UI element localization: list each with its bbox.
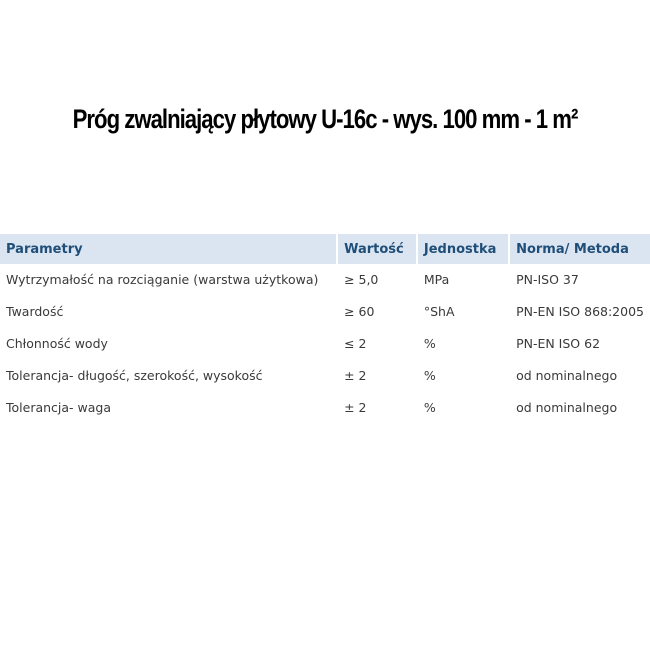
cell-param: Chłonność wody bbox=[0, 328, 337, 360]
cell-value: ± 2 bbox=[337, 360, 417, 392]
cell-norm: PN-EN ISO 62 bbox=[509, 328, 650, 360]
cell-norm: od nominalnego bbox=[509, 360, 650, 392]
cell-unit: % bbox=[417, 392, 509, 424]
cell-norm: od nominalnego bbox=[509, 392, 650, 424]
header-jednostka: Jednostka bbox=[417, 234, 509, 264]
header-parametry: Parametry bbox=[0, 234, 337, 264]
table-row bbox=[0, 328, 650, 360]
cell-unit: % bbox=[417, 360, 509, 392]
cell-value: ≥ 60 bbox=[337, 296, 417, 328]
header-wartosc: Wartość bbox=[337, 234, 417, 264]
cell-param: Tolerancja- waga bbox=[0, 392, 337, 424]
cell-param: Twardość bbox=[0, 296, 337, 328]
table-header-row bbox=[0, 234, 650, 264]
table-row bbox=[0, 392, 650, 424]
header-norma-metoda: Norma/ Metoda bbox=[509, 234, 650, 264]
cell-param: Tolerancja- długość, szerokość, wysokość bbox=[0, 360, 337, 392]
cell-value: ± 2 bbox=[337, 392, 417, 424]
cell-unit: % bbox=[417, 328, 509, 360]
spec-table bbox=[0, 234, 650, 423]
page-title: Próg zwalniający płytowy U-16c - wys. 100 mm - 1 m² bbox=[72, 104, 578, 134]
cell-unit: °ShA bbox=[417, 296, 509, 328]
cell-unit: MPa bbox=[417, 264, 509, 296]
cell-value: ≥ 5,0 bbox=[337, 264, 417, 296]
cell-norm: PN-EN ISO 868:2005 bbox=[509, 296, 650, 328]
cell-param: Wytrzymałość na rozciąganie (warstwa użytkowa) bbox=[6, 272, 319, 287]
table-row bbox=[0, 264, 650, 296]
table-row bbox=[0, 296, 650, 328]
cell-norm: PN-ISO 37 bbox=[509, 264, 650, 296]
cell-value: ≤ 2 bbox=[337, 328, 417, 360]
table-row bbox=[0, 360, 650, 392]
